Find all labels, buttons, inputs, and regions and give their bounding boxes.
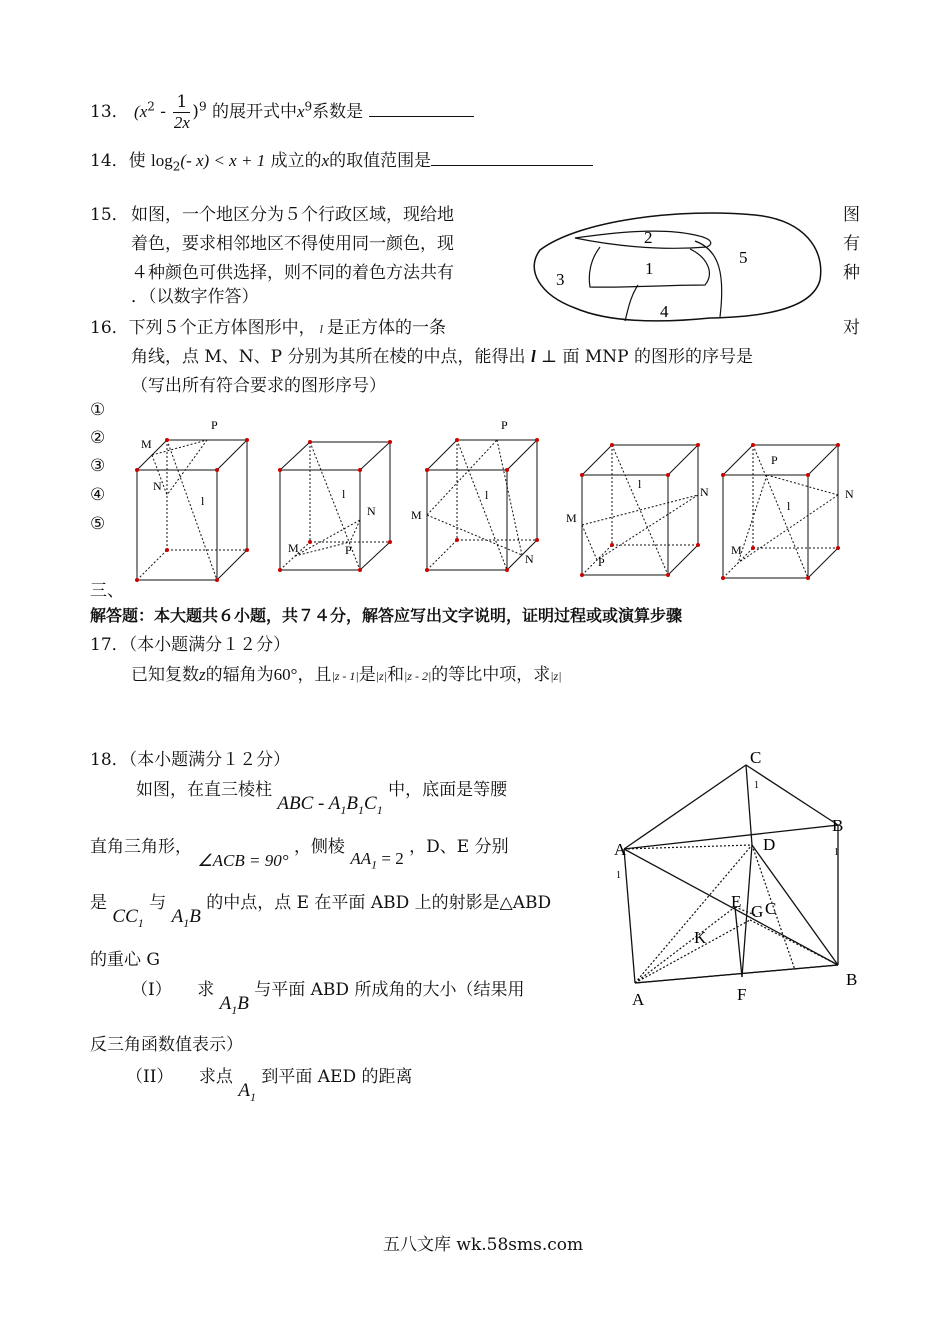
cube-figure-5	[715, 440, 865, 582]
region-label-3: 3	[556, 270, 565, 289]
q18-p5	[131, 975, 525, 1017]
q16-line1	[90, 313, 446, 338]
q18-a1-a: A	[238, 1080, 250, 1101]
cube5-label-N: N	[845, 487, 854, 501]
q18-p2b: ，侧棱	[293, 837, 345, 857]
q14-text-start: 使	[128, 151, 146, 171]
q16-line1b: 是正方体的一条	[326, 318, 446, 338]
q18-number: 18．	[90, 750, 129, 770]
q18-p1a: 如图，在直三棱柱	[136, 780, 272, 800]
cube1-label-N: N	[153, 479, 162, 493]
q15-line2-end: 有	[843, 234, 860, 254]
q18-a1b-b: B	[189, 906, 201, 927]
option-3: ③	[90, 456, 106, 476]
q17-score: （本小题满分１２分）	[128, 635, 291, 655]
q18-header	[90, 745, 290, 770]
option-2: ②	[90, 428, 106, 448]
q18-angle: ∠ACB = 90°	[197, 851, 289, 870]
q16-line2	[131, 342, 753, 367]
q18-p3a: 是	[90, 893, 107, 913]
q16-line3: （写出所有符合要求的图形序号）	[131, 376, 386, 396]
q18-prism-a: ABC - A	[277, 793, 341, 814]
q16-l: l	[319, 322, 323, 336]
cube1-label-M: M	[141, 437, 152, 451]
cube2-label-M: M	[288, 541, 299, 555]
q17-text: 已知复数	[131, 665, 199, 685]
cube5-label-l: l	[787, 499, 791, 513]
region-label-2: 2	[644, 228, 653, 247]
fig-label-A1-sub: 1	[616, 870, 621, 881]
option-5: ⑤	[90, 514, 106, 534]
fig-label-E: E	[731, 892, 742, 911]
q13-pow: 9	[198, 99, 207, 114]
q18-p1	[136, 775, 508, 817]
q18-a1b2-sub: 1	[231, 1002, 238, 1017]
q17-t2: 的辐角为	[205, 665, 274, 685]
q13-text-mid: 的展开式中	[211, 102, 297, 122]
q17-abs1: |z - 1|	[331, 669, 359, 683]
cube3-label-P: P	[501, 418, 508, 432]
q18-p3	[90, 888, 552, 930]
q18-aa	[350, 849, 404, 872]
fig-label-C1-sub: 1	[754, 780, 759, 791]
section-title: 解答题：本大题共６小题，共７４分，解答应写出文字说明，证明过程或或演算步骤	[90, 606, 683, 625]
q14-line	[90, 146, 593, 173]
cube1-label-P: P	[211, 418, 218, 432]
q13-close: )	[192, 102, 199, 122]
q18-a1b2-a: A	[219, 993, 232, 1014]
q13-answer-blank[interactable]	[369, 116, 474, 117]
q15-line3-end: 种	[843, 263, 860, 283]
q14-log-base: 2	[172, 159, 181, 174]
q18-prism-s2: 1	[358, 802, 364, 817]
q18-aa-val: = 2	[377, 849, 404, 868]
q14-text-end: 的取值范围是	[329, 151, 432, 171]
q15-line1-end: 图	[843, 205, 860, 225]
q14-log-arg: (- x) < x + 1	[180, 151, 266, 170]
fig-label-D: D	[763, 835, 776, 854]
q18-prism	[277, 793, 383, 817]
cube4-label-N: N	[700, 485, 709, 499]
q13-x9-pow: 9	[304, 99, 313, 114]
q13-text-end: 系数是	[312, 102, 364, 122]
q14-number: 14．	[90, 151, 129, 171]
q13-minus: -	[154, 102, 172, 122]
q17-z: z	[199, 665, 206, 684]
q18-p7b: 到平面 AED 的距离	[261, 1067, 413, 1087]
q16-line2b: 面 MNP 的图形的序号是	[562, 347, 754, 367]
q17-body	[131, 660, 562, 685]
region-label-4: 4	[660, 302, 669, 321]
q16-l2: l	[530, 347, 536, 366]
q18-cc	[112, 906, 144, 930]
q18-p2a: 直角三角形，	[90, 837, 192, 857]
q16-number: 16．	[90, 318, 129, 338]
q18-p4: 的重心 G	[90, 950, 160, 970]
q13-frac-den: 2x	[173, 113, 190, 132]
q18-p3b: 与	[149, 893, 167, 913]
footer-watermark: 五八文库 wk.58sms.com	[383, 1235, 584, 1255]
fig-label-B1: B	[832, 816, 844, 835]
q16-line1-end: 对	[843, 318, 860, 338]
q14-log: log	[151, 151, 173, 170]
map-border-4	[625, 285, 638, 321]
cube-figure-3	[405, 415, 550, 580]
q13-line	[90, 92, 474, 133]
q17-number: 17．	[90, 635, 129, 655]
q17-t4: 是	[358, 665, 376, 685]
q15-line3: ４种颜色可供选择，则不同的着色方法共有	[131, 263, 454, 283]
cube3-label-N: N	[525, 552, 534, 566]
q17-header	[90, 630, 290, 655]
q17-abs3: |z - 2|	[403, 669, 432, 683]
q17-abs2: |z|	[375, 669, 387, 683]
fig-label-F: F	[737, 985, 747, 1004]
q18-prism-b: B	[346, 793, 358, 814]
q18-a1b2	[219, 993, 249, 1017]
q18-p7a: （II） 求点	[126, 1067, 233, 1087]
region-label-5: 5	[739, 248, 748, 267]
q18-a1b-a: A	[171, 906, 184, 927]
q17-t3: ，且	[297, 665, 332, 685]
cube4-label-M: M	[566, 511, 577, 525]
q18-prism-figure	[610, 745, 870, 1010]
q18-a1b	[171, 906, 201, 930]
q16-line2a: 角线，点 M、N、P 分别为其所在棱的中点，能得出	[131, 347, 526, 367]
cube3-label-M: M	[411, 508, 422, 522]
fig-label-K: K	[694, 928, 707, 947]
map-outline	[534, 213, 821, 321]
region-label-1: 1	[645, 259, 654, 278]
q18-p2c: ，D、E 分别	[409, 837, 509, 857]
q15-region-map	[520, 205, 830, 330]
q14-x: x	[321, 151, 330, 170]
q17-abs4: |z|	[550, 669, 562, 683]
q13-x9: x	[296, 102, 305, 121]
q13-frac-num: 1	[173, 92, 190, 113]
cube-figure-4	[560, 440, 715, 582]
q18-p7	[126, 1062, 413, 1104]
q15-line4: ．（以数字作答）	[131, 287, 259, 307]
q15-line2: 着色，要求相邻地区不得使用同一颜色，现	[131, 234, 454, 254]
q18-prism-s1: 1	[340, 802, 347, 817]
cube4-label-l: l	[638, 477, 642, 491]
cube5-label-M: M	[731, 543, 742, 557]
q13-fraction	[173, 92, 190, 133]
q17-angle: 60°	[273, 665, 298, 684]
cube5-label-P: P	[771, 453, 778, 467]
cube4-label-P: P	[598, 555, 605, 569]
fig-label-C: C	[765, 899, 777, 918]
q14-answer-blank[interactable]	[431, 165, 593, 166]
q17-t6: 的等比中项，求	[431, 665, 551, 685]
q15-num: 15．	[90, 205, 129, 225]
fig-label-G: G	[751, 902, 764, 921]
q17-t5: 和	[386, 665, 404, 685]
q18-p1b: 中，底面是等腰	[388, 780, 508, 800]
q18-p6: 反三角函数值表示）	[90, 1035, 243, 1055]
q18-aa-text: AA	[350, 849, 372, 868]
cube2-label-N: N	[367, 504, 376, 518]
q18-prism-s3: 1	[376, 802, 383, 817]
q18-score: （本小题满分１２分）	[128, 750, 291, 770]
q18-a1-sub: 1	[249, 1089, 256, 1104]
q18-p2	[90, 832, 509, 872]
cube-figure-1	[125, 415, 260, 585]
q18-a1b-sub: 1	[183, 915, 190, 930]
q18-aa-sub: 1	[371, 857, 378, 872]
cube1-label-l: l	[201, 494, 205, 508]
fig-label-B1-sub: 1	[834, 847, 839, 858]
fig-label-C1: C	[750, 748, 762, 767]
q18-prism-c: C	[364, 793, 377, 814]
q18-p5a: （I） 求	[131, 980, 215, 1000]
q16-line1-text: 下列５个正方体图形中，	[128, 318, 316, 338]
q18-cc-sub: 1	[137, 915, 144, 930]
q13-number: 13．	[90, 102, 129, 122]
q18-cc-text: CC	[112, 906, 138, 927]
fig-label-A: A	[632, 990, 645, 1009]
cube-figure-2	[270, 430, 405, 580]
cube3-label-l: l	[485, 488, 489, 502]
q14-text-mid: 成立的	[270, 151, 322, 171]
fig-label-B: B	[846, 970, 858, 989]
option-1: ①	[90, 400, 106, 420]
cube2-label-l: l	[342, 487, 346, 501]
section-number: 三、	[90, 581, 124, 601]
q16-perp: ⊥	[541, 347, 558, 367]
q15-line1: 如图，一个地区分为５个行政区域，现给地	[131, 205, 454, 225]
option-4: ④	[90, 485, 106, 505]
fig-label-A1: A	[614, 840, 627, 859]
q18-p5b: 与平面 ABD 所成角的大小（结果用	[254, 980, 525, 1000]
cube2-label-P: P	[345, 543, 352, 557]
q18-p3c: 的中点，点 E 在平面 ABD 上的射影是△ABD	[206, 893, 552, 913]
q18-a1b2-b: B	[237, 993, 249, 1014]
q13-sq: 2	[147, 99, 155, 114]
q18-a1	[238, 1080, 256, 1104]
q13-expr-open: (x	[134, 102, 148, 121]
map-border-2	[575, 231, 711, 248]
